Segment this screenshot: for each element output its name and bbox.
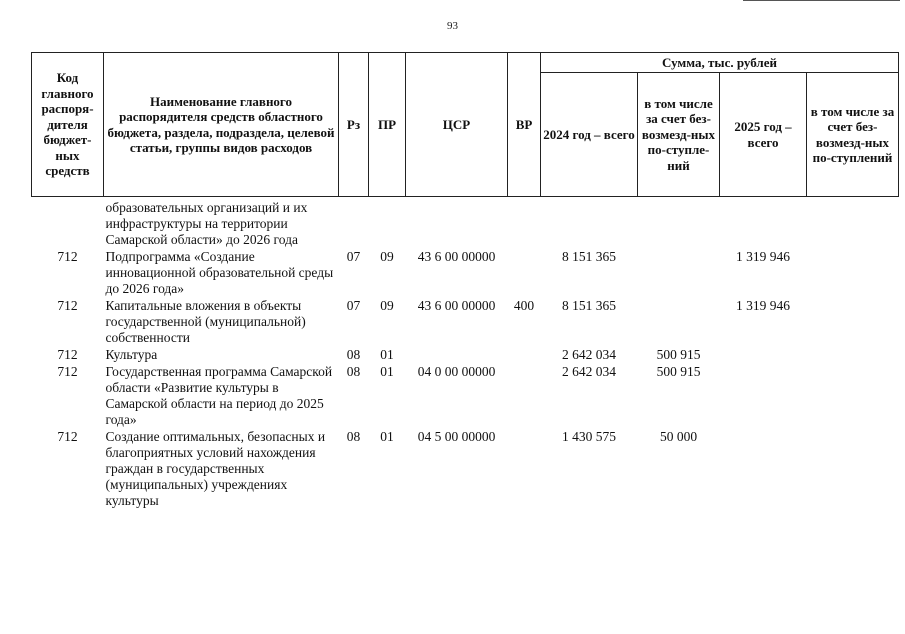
header-name: Наименование главного распорядителя средств областного бюджета, раздела, подраздела, целевой статьи, группы видов расходов — [104, 53, 339, 197]
cell-name: Капитальные вложения в объекты государственной (муниципальной) собственности — [105, 298, 306, 345]
cell-name: Создание оптимальных, безопасных и благоприятных условий нахождения граждан в государственных (муниципальных) учреждениях культуры — [105, 429, 326, 508]
cell-2024-free — [638, 197, 720, 250]
cell-csr — [406, 347, 508, 364]
cell-2024-free: 500 915 — [656, 364, 701, 379]
cell-2025-free — [807, 429, 899, 510]
cell-2025-total — [720, 347, 807, 364]
cell-pr: 09 — [380, 298, 394, 313]
cell-vr — [508, 429, 541, 510]
table-row — [32, 298, 899, 347]
cell-code: 712 — [57, 249, 78, 264]
cell-code — [32, 197, 104, 250]
cell-code: 712 — [57, 347, 78, 362]
page-number: 93 — [447, 20, 458, 32]
cell-code: 712 — [57, 364, 78, 379]
cell-pr: 01 — [380, 347, 394, 362]
header-vr: ВР — [508, 53, 541, 197]
cell-2024-free: 500 915 — [656, 347, 701, 362]
cell-2025-free — [807, 347, 899, 364]
cell-vr — [508, 364, 541, 429]
cell-2025-free — [807, 249, 899, 298]
cell-pr — [369, 197, 406, 250]
table-body — [32, 197, 899, 511]
top-edge-line — [743, 0, 900, 1]
cell-code: 712 — [57, 429, 78, 444]
header-sum-group: Сумма, тыс. рублей — [541, 53, 899, 73]
cell-name: Государственная программа Самарской области «Развитие культуры в Самарской области на период до 2025 года» — [105, 364, 333, 427]
cell-2024-total — [541, 197, 638, 250]
table-row — [32, 429, 899, 510]
cell-2024-total: 2 642 034 — [562, 364, 616, 379]
cell-vr — [508, 347, 541, 364]
cell-2025-total — [720, 197, 807, 250]
table-row — [32, 364, 899, 429]
cell-rz: 07 — [346, 249, 361, 264]
cell-2025-total — [720, 364, 807, 429]
header-2025-free: в том числе за счет без-возмезд-ных по-ступлений — [807, 73, 899, 197]
table-header — [32, 53, 899, 197]
cell-2025-free — [807, 298, 899, 347]
cell-vr — [508, 197, 541, 250]
header-2025-total: 2025 год – всего — [720, 73, 807, 197]
cell-name: Подпрограмма «Создание инновационной образовательной среды до 2026 года» — [105, 249, 334, 296]
cell-2025-total: 1 319 946 — [736, 298, 790, 313]
cell-rz: 08 — [346, 347, 361, 362]
cell-vr: 400 — [513, 298, 535, 313]
cell-rz: 08 — [346, 429, 361, 444]
table-row — [32, 197, 899, 250]
cell-2025-free — [807, 364, 899, 429]
cell-2025-total: 1 319 946 — [736, 249, 790, 264]
header-csr: ЦСР — [406, 53, 508, 197]
cell-2024-total: 2 642 034 — [562, 347, 616, 362]
cell-2025-free — [807, 197, 899, 250]
cell-2024-free: 50 000 — [659, 429, 698, 444]
cell-csr: 43 6 00 00000 — [417, 249, 496, 264]
cell-rz: 08 — [346, 364, 361, 379]
budget-table — [31, 52, 899, 510]
cell-2025-total — [720, 429, 807, 510]
cell-2024-total: 8 151 365 — [562, 298, 616, 313]
header-rz: Рз — [339, 53, 369, 197]
header-code: Код главного распоря-дителя бюджет-ных средств — [32, 53, 104, 197]
cell-pr: 01 — [380, 429, 394, 444]
cell-rz: 07 — [346, 298, 361, 313]
table-row — [32, 347, 899, 364]
cell-2024-free — [638, 249, 720, 298]
cell-rz — [339, 197, 369, 250]
header-2024-free: в том числе за счет без-возмезд-ных по-ступле-ний — [638, 73, 720, 197]
cell-code: 712 — [57, 298, 78, 313]
cell-name: Культура — [105, 347, 158, 362]
header-pr: ПР — [369, 53, 406, 197]
table-row — [32, 249, 899, 298]
header-2024-total: 2024 год – всего — [541, 73, 638, 197]
cell-2024-total: 1 430 575 — [562, 429, 616, 444]
cell-csr — [406, 197, 508, 250]
cell-2024-total: 8 151 365 — [562, 249, 616, 264]
cell-name: образовательных организаций и их инфраструктуры на территории Самарской области» до 2026 года — [105, 200, 308, 247]
cell-csr: 04 0 00 00000 — [417, 364, 496, 379]
cell-2024-free — [638, 298, 720, 347]
cell-csr: 43 6 00 00000 — [417, 298, 496, 313]
cell-csr: 04 5 00 00000 — [417, 429, 496, 444]
cell-pr: 01 — [380, 364, 394, 379]
cell-vr — [508, 249, 541, 298]
cell-pr: 09 — [380, 249, 394, 264]
